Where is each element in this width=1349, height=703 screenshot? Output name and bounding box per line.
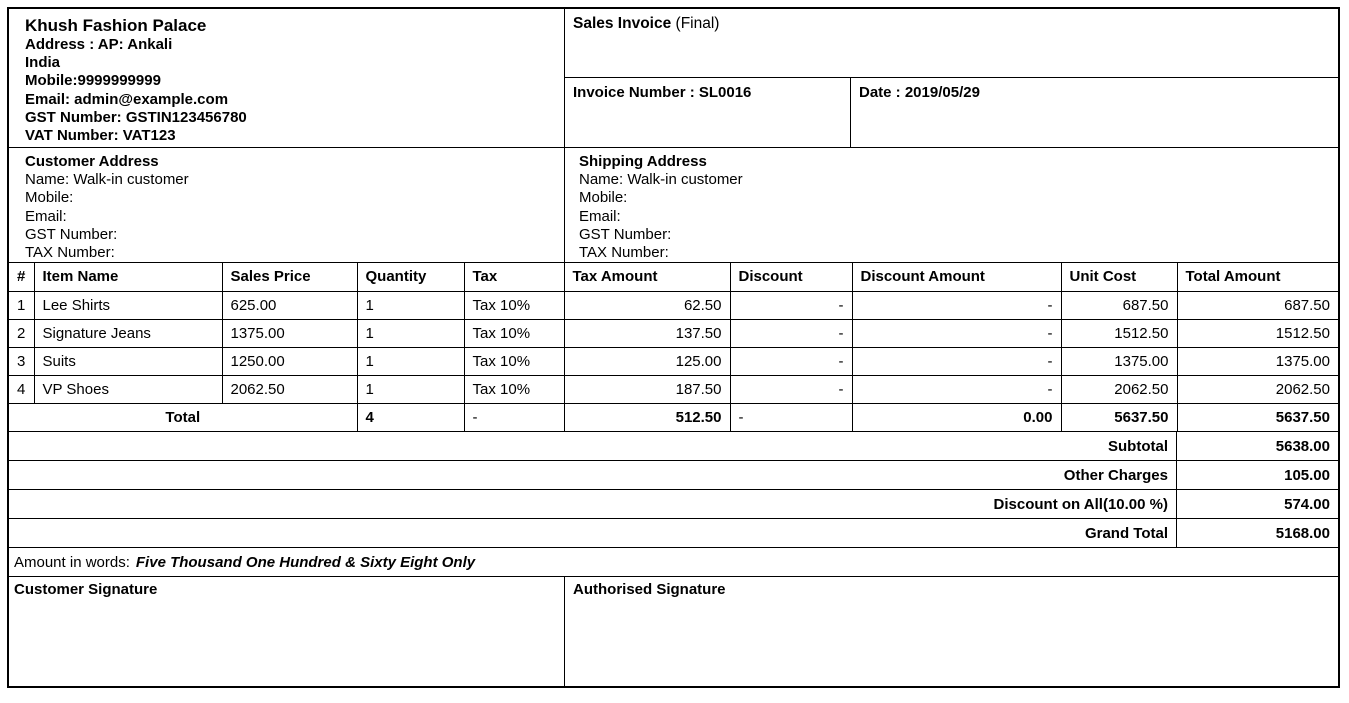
item-discount: - bbox=[730, 319, 852, 347]
item-sales-price: 625.00 bbox=[222, 291, 357, 319]
invoice-meta-row bbox=[565, 78, 1338, 147]
column-header-tax: Tax bbox=[464, 263, 564, 291]
invoice-number: Invoice Number : SL0016 bbox=[565, 78, 851, 147]
column-header-discount: Discount bbox=[730, 263, 852, 291]
customer-gst-number: GST Number: bbox=[25, 225, 118, 243]
shipping-gst-number: GST Number: bbox=[579, 225, 672, 243]
amount-in-words-row bbox=[9, 547, 1338, 576]
item-discount: - bbox=[730, 347, 852, 375]
item-tax-amount: 125.00 bbox=[564, 347, 730, 375]
item-total-amount: 1375.00 bbox=[1177, 347, 1338, 375]
amount-in-words-value: Five Thousand One Hundred & Sixty Eight Only bbox=[135, 553, 476, 571]
total-tax-amount: 512.50 bbox=[564, 403, 730, 431]
items-total-row bbox=[9, 403, 1338, 431]
subtotal-label: Subtotal bbox=[9, 432, 1177, 460]
customer-email: Email: bbox=[25, 207, 67, 225]
column-header-discount-amount: Discount Amount bbox=[852, 263, 1061, 291]
customer-tax-number: TAX Number: bbox=[25, 244, 115, 262]
address-section bbox=[9, 147, 1338, 262]
item-total-amount: 2062.50 bbox=[1177, 375, 1338, 403]
item-tax: Tax 10% bbox=[464, 291, 564, 319]
item-total-amount: 687.50 bbox=[1177, 291, 1338, 319]
grand-total-value: 5168.00 bbox=[1275, 524, 1330, 542]
shipping-email: Email: bbox=[579, 207, 621, 225]
item-discount: - bbox=[730, 375, 852, 403]
summary-row-other-charges bbox=[9, 460, 1338, 489]
column-header-sales-price: Sales Price bbox=[222, 263, 357, 291]
item-discount-amount: - bbox=[852, 375, 1061, 403]
amount-in-words-label: Amount in words: bbox=[14, 553, 130, 571]
invoice-title-text: Sales Invoice bbox=[573, 15, 672, 32]
item-sales-price: 1250.00 bbox=[222, 347, 357, 375]
item-tax-amount: 137.50 bbox=[564, 319, 730, 347]
item-discount-amount: - bbox=[852, 347, 1061, 375]
item-discount-amount: - bbox=[852, 291, 1061, 319]
total-discount: - bbox=[730, 403, 852, 431]
column-header-index: # bbox=[9, 263, 34, 291]
total-quantity: 4 bbox=[357, 403, 464, 431]
discount-on-all-value: 574.00 bbox=[1284, 495, 1330, 513]
column-header-total-amount: Total Amount bbox=[1177, 263, 1338, 291]
items-table bbox=[9, 263, 1338, 431]
item-row bbox=[9, 319, 1338, 347]
invoice-date: Date : 2019/05/29 bbox=[859, 84, 980, 101]
company-gst-number: GST Number: GSTIN123456780 bbox=[25, 108, 247, 126]
column-header-unit-cost: Unit Cost bbox=[1061, 263, 1177, 291]
customer-address-block bbox=[9, 148, 565, 262]
discount-on-all-label: Discount on All(10.00 %) bbox=[9, 490, 1177, 518]
authorised-signature-cell: Authorised Signature bbox=[573, 581, 726, 598]
item-tax: Tax 10% bbox=[464, 347, 564, 375]
items-table-wrap bbox=[9, 262, 1338, 431]
item-tax-amount: 62.50 bbox=[564, 291, 730, 319]
company-info bbox=[9, 9, 565, 147]
customer-mobile: Mobile: bbox=[25, 189, 74, 207]
grand-total-label: Grand Total bbox=[9, 519, 1177, 547]
item-sales-price: 1375.00 bbox=[222, 319, 357, 347]
items-header-row bbox=[9, 263, 1338, 291]
invoice-status: (Final) bbox=[675, 15, 720, 32]
column-header-item-name: Item Name bbox=[34, 263, 222, 291]
shipping-name: Name: Walk-in customer bbox=[579, 171, 743, 189]
item-index: 3 bbox=[9, 347, 34, 375]
total-label: Total bbox=[9, 403, 357, 431]
total-discount-amount: 0.00 bbox=[852, 403, 1061, 431]
item-quantity: 1 bbox=[357, 347, 464, 375]
item-discount-amount: - bbox=[852, 319, 1061, 347]
subtotal-value: 5638.00 bbox=[1275, 437, 1330, 455]
company-country: India bbox=[25, 54, 61, 72]
company-name: Khush Fashion Palace bbox=[25, 16, 207, 35]
total-total-amount: 5637.50 bbox=[1177, 403, 1338, 431]
invoice-title bbox=[565, 9, 1338, 78]
item-quantity: 1 bbox=[357, 375, 464, 403]
invoice-header-panel bbox=[565, 9, 1338, 147]
signature-section bbox=[9, 576, 1338, 686]
shipping-address-heading: Shipping Address bbox=[579, 153, 707, 170]
company-address: Address : AP: Ankali bbox=[25, 36, 173, 53]
total-unit-cost: 5637.50 bbox=[1061, 403, 1177, 431]
other-charges-label: Other Charges bbox=[9, 461, 1177, 489]
shipping-tax-number: TAX Number: bbox=[579, 244, 669, 262]
invoice-document bbox=[7, 7, 1340, 688]
item-name: Signature Jeans bbox=[34, 319, 222, 347]
item-quantity: 1 bbox=[357, 319, 464, 347]
other-charges-value: 105.00 bbox=[1284, 466, 1330, 484]
item-tax-amount: 187.50 bbox=[564, 375, 730, 403]
summary-row-discount-on-all bbox=[9, 489, 1338, 518]
company-vat-number: VAT Number: VAT123 bbox=[25, 127, 176, 145]
company-email: Email: admin@example.com bbox=[25, 90, 229, 108]
item-unit-cost: 2062.50 bbox=[1061, 375, 1177, 403]
item-tax: Tax 10% bbox=[464, 319, 564, 347]
item-quantity: 1 bbox=[357, 291, 464, 319]
item-unit-cost: 1512.50 bbox=[1061, 319, 1177, 347]
item-index: 2 bbox=[9, 319, 34, 347]
item-index: 1 bbox=[9, 291, 34, 319]
item-name: Suits bbox=[34, 347, 222, 375]
column-header-tax-amount: Tax Amount bbox=[564, 263, 730, 291]
item-name: Lee Shirts bbox=[34, 291, 222, 319]
item-row bbox=[9, 347, 1338, 375]
summary-row-subtotal bbox=[9, 431, 1338, 460]
item-row bbox=[9, 375, 1338, 403]
company-mobile: Mobile:9999999999 bbox=[25, 72, 161, 90]
column-header-quantity: Quantity bbox=[357, 263, 464, 291]
item-index: 4 bbox=[9, 375, 34, 403]
summary-row-grand-total bbox=[9, 518, 1338, 547]
item-row bbox=[9, 291, 1338, 319]
customer-address-heading: Customer Address bbox=[25, 153, 159, 170]
item-unit-cost: 687.50 bbox=[1061, 291, 1177, 319]
customer-name: Name: Walk-in customer bbox=[25, 171, 189, 189]
item-sales-price: 2062.50 bbox=[222, 375, 357, 403]
header-section bbox=[9, 9, 1338, 147]
item-discount: - bbox=[730, 291, 852, 319]
item-total-amount: 1512.50 bbox=[1177, 319, 1338, 347]
item-name: VP Shoes bbox=[34, 375, 222, 403]
item-tax: Tax 10% bbox=[464, 375, 564, 403]
shipping-address-block bbox=[565, 148, 1338, 262]
total-tax: - bbox=[464, 403, 564, 431]
customer-signature-cell: Customer Signature bbox=[9, 577, 565, 686]
item-unit-cost: 1375.00 bbox=[1061, 347, 1177, 375]
shipping-mobile: Mobile: bbox=[579, 189, 628, 207]
